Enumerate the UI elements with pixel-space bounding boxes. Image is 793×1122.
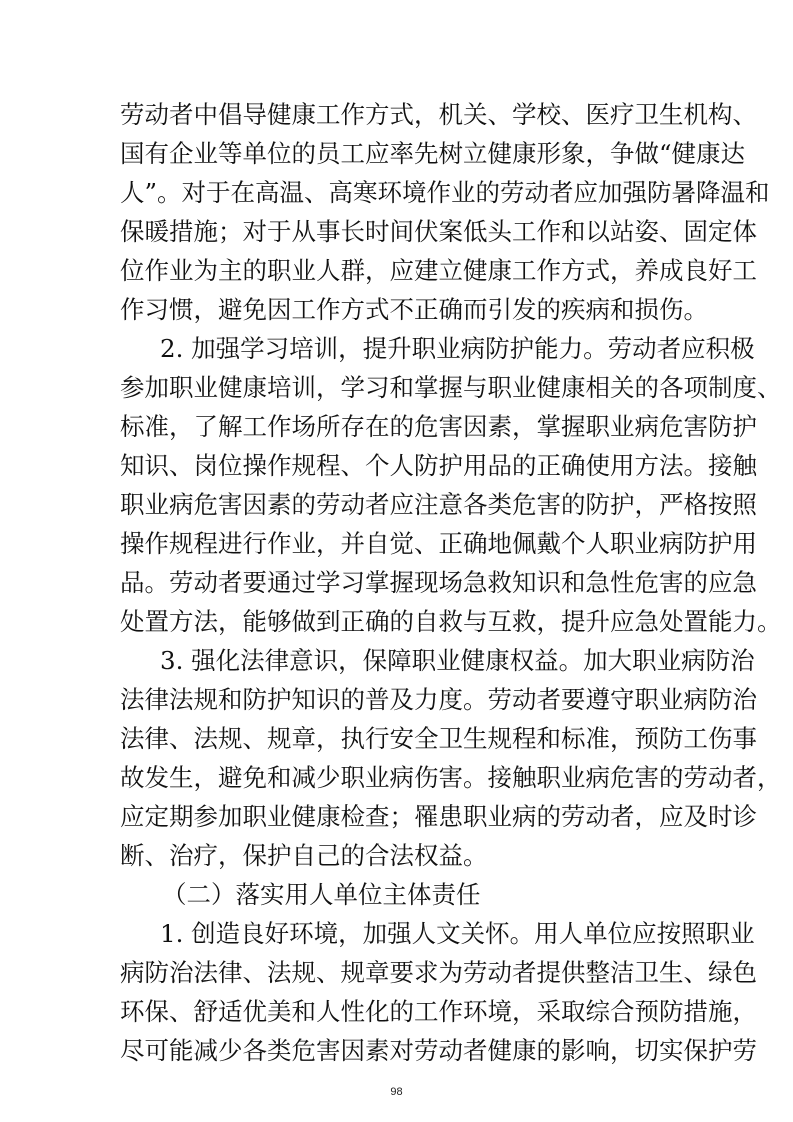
body-line: 法律法规和防护知识的普及力度。劳动者要遵守职业病防治 [120, 685, 757, 714]
numbered-item-line: 3. 强化法律意识，保障职业健康权益。加大职业病防治 [160, 646, 755, 675]
body-line: 品。劳动者要通过学习掌握现场急救知识和急性危害的应急 [120, 568, 757, 597]
body-line: 参加职业健康培训，学习和掌握与职业健康相关的各项制度、 [120, 373, 782, 402]
body-line: 病防治法律、法规、规章要求为劳动者提供整洁卫生、绿色 [120, 958, 757, 987]
body-line: 职业病危害因素的劳动者应注意各类危害的防护，严格按照 [120, 490, 757, 519]
body-line: 应定期参加职业健康检查；罹患职业病的劳动者，应及时诊 [120, 802, 757, 831]
body-line: 故发生，避免和减少职业病伤害。接触职业病危害的劳动者， [120, 763, 782, 792]
body-line: 断、治疗，保护自己的合法权益。 [120, 841, 488, 870]
body-line: 位作业为主的职业人群，应建立健康工作方式，养成良好工 [120, 256, 757, 285]
body-line: 尽可能减少各类危害因素对劳动者健康的影响，切实保护劳 [120, 1036, 757, 1065]
body-line: 法律、法规、规章，执行安全卫生规程和标准，预防工伤事 [120, 724, 757, 753]
body-line: 人”。对于在高温、高寒环境作业的劳动者应加强防暑降温和 [120, 178, 770, 207]
body-line: 保暖措施；对于从事长时间伏案低头工作和以站姿、固定体 [120, 217, 757, 246]
page-number: 98 [390, 1086, 403, 1098]
body-line: 处置方法，能够做到正确的自救与互救，提升应急处置能力。 [120, 607, 782, 636]
body-line: 知识、岗位操作规程、个人防护用品的正确使用方法。接触 [120, 451, 757, 480]
section-heading: （二）落实用人单位主体责任 [162, 880, 481, 909]
numbered-item-line: 2. 加强学习培训，提升职业病防护能力。劳动者应积极 [160, 334, 755, 363]
body-line: 操作规程进行作业，并自觉、正确地佩戴个人职业病防护用 [120, 529, 757, 558]
numbered-item-line: 1. 创造良好环境，加强人文关怀。用人单位应按照职业 [160, 919, 755, 948]
body-line: 国有企业等单位的员工应率先树立健康形象，争做“健康达 [120, 139, 746, 168]
body-line: 环保、舒适优美和人性化的工作环境，采取综合预防措施， [120, 997, 757, 1026]
body-line: 作习惯，避免因工作方式不正确而引发的疾病和损伤。 [120, 295, 708, 324]
body-line: 标准，了解工作场所存在的危害因素，掌握职业病危害防护 [120, 412, 757, 441]
body-line: 劳动者中倡导健康工作方式，机关、学校、医疗卫生机构、 [120, 100, 757, 129]
